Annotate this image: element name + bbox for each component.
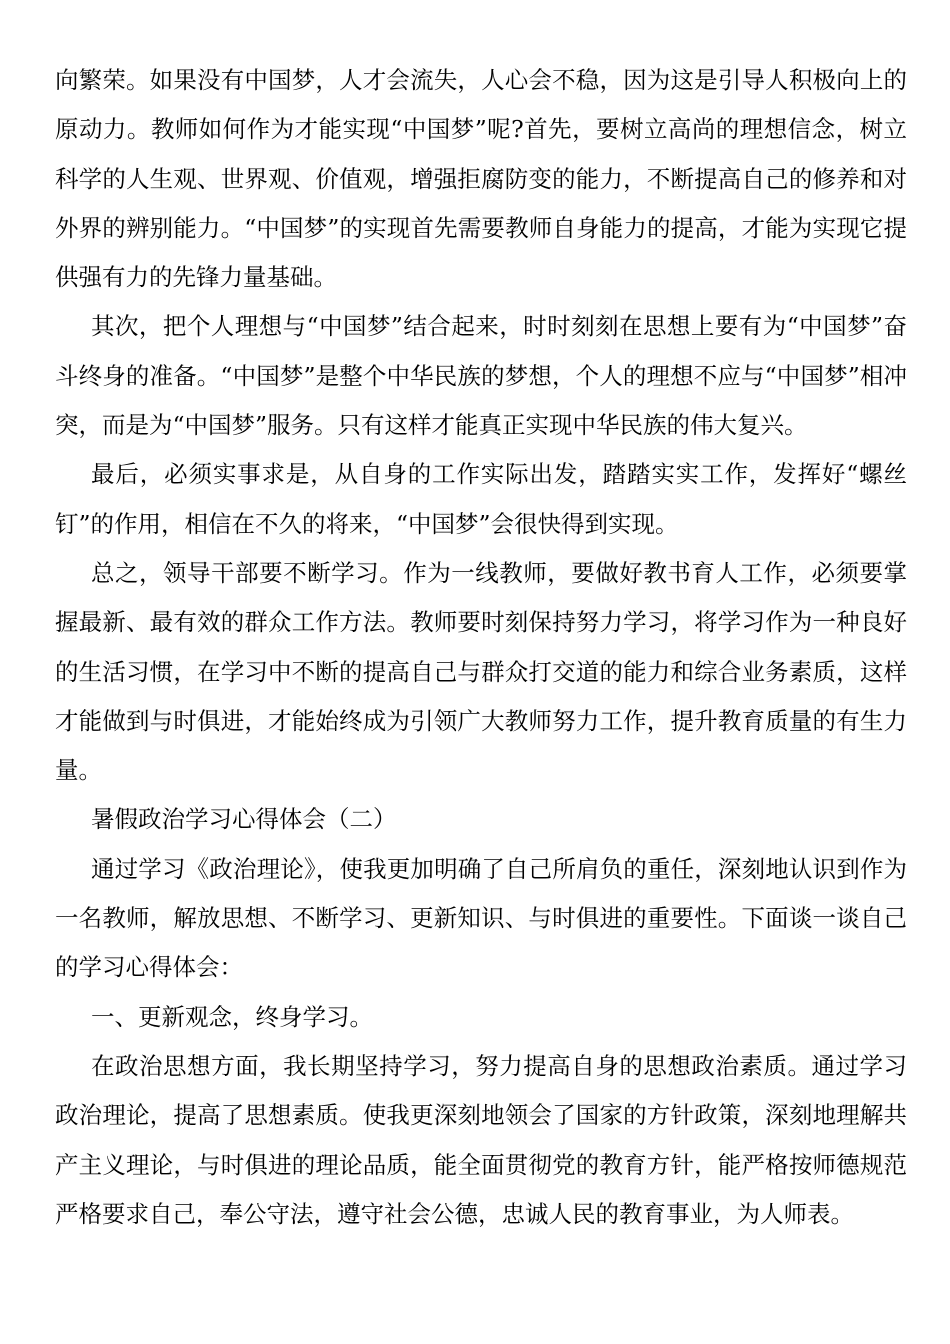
subheading: 一、更新观念，终身学习。 xyxy=(91,1002,373,1031)
paragraph-continuation: 向繁荣。如果没有中国梦，人才会流失，人心会不稳，因为这是引导人积极向上的原动力。教师如何作为才能实现“中国梦”呢?首先，要树立高尚的理想信念，树立科学的人生观、世界观、价值观，增强拒腐防变的能力，不断提高自己的修养和对外界的辨别能力。“中国梦”的实现首先需要教师自身能力的提高，才能为实现它提供强有力的先锋力量基础。 xyxy=(55,66,907,292)
section-title: 暑假政治学习心得体会（二） xyxy=(91,805,397,834)
paragraph-conclusion: 总之，领导干部要不断学习。作为一线教师，要做好教书育人工作，必须要掌握最新、最有效的群众工作方法。教师要时刻保持努力学习，将学习作为一种良好的生活习惯，在学习中不断的提高自己与群众打交道的能力和综合业务素质，这样才能做到与时俱进，才能始终成为引领广大教师努力工作，提升教育质量的有生力量。 xyxy=(55,558,907,785)
paragraph-second: 其次，把个人理想与“中国梦”结合起来，时时刻刻在思想上要有为“中国梦”奋斗终身的准备。“中国梦”是整个中华民族的梦想，个人的理想不应与“中国梦”相冲突，而是为“中国梦”服务。只有这样才能真正实现中华民族的伟大复兴。 xyxy=(55,312,907,440)
document-page xyxy=(55,56,907,1239)
paragraph-finally: 最后，必须实事求是，从自身的工作实际出发，踏踏实实工作，发挥好“螺丝钉”的作用，相信在不久的将来，“中国梦”会很快得到实现。 xyxy=(55,460,907,538)
paragraph-intro: 通过学习《政治理论》，使我更加明确了自己所肩负的重任，深刻地认识到作为一名教师，解放思想、不断学习、更新知识、与时俱进的重要性。下面谈一谈自己的学习心得体会： xyxy=(55,854,907,982)
paragraph-political-thought: 在政治思想方面，我长期坚持学习，努力提高自身的思想政治素质。通过学习政治理论，提高了思想素质。使我更深刻地领会了国家的方针政策，深刻地理解共产主义理论，与时俱进的理论品质，能全面贯彻党的教育方针，能严格按师德规范严格要求自己，奉公守法，遵守社会公德，忠诚人民的教育事业，为人师表。 xyxy=(55,1051,907,1228)
